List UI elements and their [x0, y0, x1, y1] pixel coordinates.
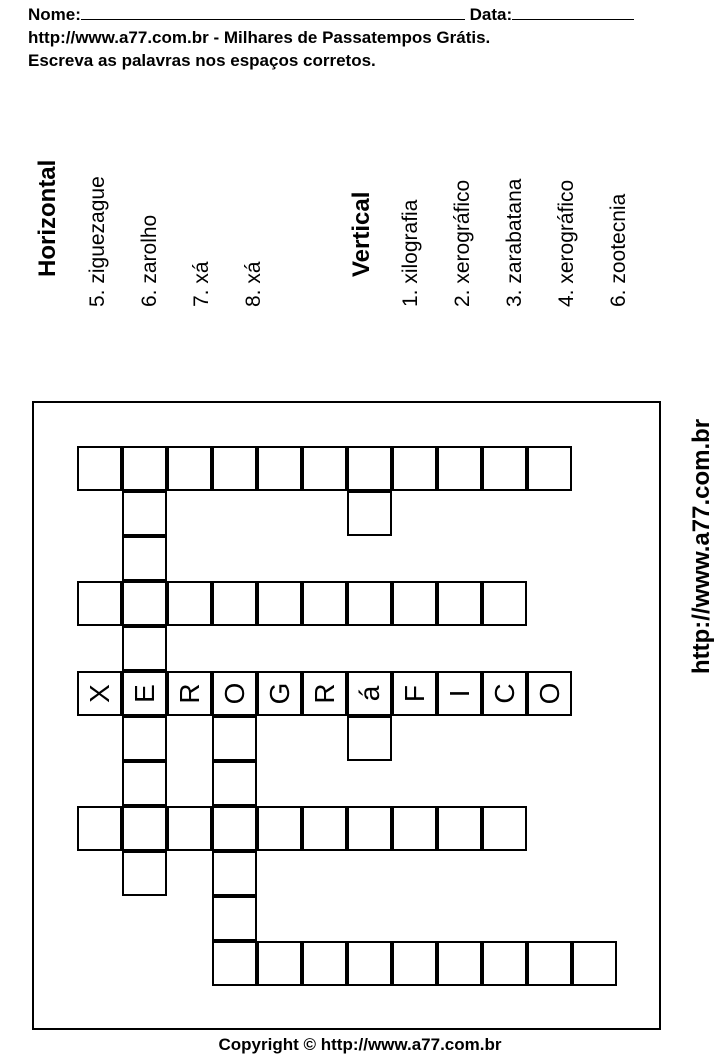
- grid-cell[interactable]: [482, 806, 527, 851]
- grid-cell[interactable]: [257, 581, 302, 626]
- grid-cell[interactable]: [212, 896, 257, 941]
- grid-cell[interactable]: [392, 941, 437, 986]
- vertical-clue-4: 4. xerográfico: [555, 179, 578, 307]
- cell-letter: C: [488, 683, 520, 704]
- grid-cell[interactable]: [122, 671, 167, 716]
- copyright: Copyright © http://www.a77.com.br: [218, 1035, 502, 1054]
- grid-cell[interactable]: [122, 536, 167, 581]
- grid-cell[interactable]: [167, 671, 212, 716]
- vertical-clue-1: 1. xilografia: [399, 199, 422, 307]
- grid-cell[interactable]: [122, 491, 167, 536]
- grid-cell[interactable]: [212, 446, 257, 491]
- cell-letter: á: [353, 685, 385, 702]
- grid-cell[interactable]: [392, 671, 437, 716]
- horizontal-clue-7: 7. xá: [190, 261, 213, 307]
- grid-cell[interactable]: [212, 761, 257, 806]
- grid-cell[interactable]: [257, 806, 302, 851]
- grid-cell[interactable]: [527, 446, 572, 491]
- horizontal-clue-5: 5. ziguezague: [86, 176, 109, 307]
- grid-cell[interactable]: [77, 806, 122, 851]
- vertical-clue-3: 3. zarabatana: [503, 178, 526, 307]
- cell-letter: E: [128, 684, 160, 703]
- cell-letter: O: [218, 682, 250, 705]
- grid-cell[interactable]: [482, 446, 527, 491]
- grid-cell[interactable]: [77, 671, 122, 716]
- grid-cell[interactable]: [212, 806, 257, 851]
- vertical-clue-6: 6. zootecnia: [607, 193, 630, 307]
- grid-cell[interactable]: [437, 941, 482, 986]
- cell-letter: F: [398, 684, 430, 703]
- cell-letter: I: [443, 689, 475, 698]
- grid-cell[interactable]: [392, 581, 437, 626]
- grid-cell[interactable]: [212, 941, 257, 986]
- cell-letter: G: [263, 682, 295, 705]
- name-label: Nome:: [28, 5, 81, 24]
- grid-cell[interactable]: [167, 446, 212, 491]
- grid-cell[interactable]: [77, 446, 122, 491]
- grid-cell[interactable]: [437, 806, 482, 851]
- grid-cell[interactable]: [302, 446, 347, 491]
- grid-cell[interactable]: [437, 581, 482, 626]
- grid-cell[interactable]: [122, 806, 167, 851]
- grid-cell[interactable]: [257, 446, 302, 491]
- grid-cell[interactable]: [347, 671, 392, 716]
- grid-cell[interactable]: [122, 761, 167, 806]
- grid-cell[interactable]: [347, 581, 392, 626]
- grid-cell[interactable]: [347, 716, 392, 761]
- cell-letter: O: [533, 682, 565, 705]
- cell-letter: X: [83, 684, 115, 703]
- grid-cell[interactable]: [167, 581, 212, 626]
- horizontal-clue-8: 8. xá: [242, 261, 265, 307]
- grid-cell[interactable]: [572, 941, 617, 986]
- grid-cell[interactable]: [392, 446, 437, 491]
- grid-cell[interactable]: [527, 941, 572, 986]
- grid-cell[interactable]: [347, 491, 392, 536]
- name-date-line: [28, 4, 634, 25]
- grid-cell[interactable]: [437, 446, 482, 491]
- grid-cell[interactable]: [437, 671, 482, 716]
- grid-cell[interactable]: [347, 446, 392, 491]
- date-label: Data:: [469, 5, 513, 24]
- grid-cell[interactable]: [257, 941, 302, 986]
- site-line: http://www.a77.com.br - Milhares de Passatempos Grátis.: [28, 28, 491, 47]
- grid-cell[interactable]: [122, 851, 167, 896]
- horizontal-clue-6: 6. zarolho: [138, 214, 161, 307]
- vertical-clue-2: 2. xerográfico: [451, 179, 474, 307]
- grid-cell[interactable]: [482, 941, 527, 986]
- vertical-title: Vertical: [348, 191, 375, 277]
- grid-cell[interactable]: [392, 806, 437, 851]
- grid-cell[interactable]: [302, 806, 347, 851]
- grid-cell[interactable]: [212, 581, 257, 626]
- grid-cell[interactable]: [212, 851, 257, 896]
- grid-cell[interactable]: [212, 716, 257, 761]
- cell-letter: R: [308, 683, 340, 704]
- name-field[interactable]: [81, 4, 465, 20]
- grid-cell[interactable]: [122, 626, 167, 671]
- grid-cell[interactable]: [302, 671, 347, 716]
- grid-cell[interactable]: [527, 671, 572, 716]
- grid-cell[interactable]: [122, 716, 167, 761]
- grid-cell[interactable]: [122, 446, 167, 491]
- cell-letter: R: [173, 683, 205, 704]
- instructions: Escreva as palavras nos espaços corretos.: [28, 51, 376, 70]
- grid-cell[interactable]: [482, 671, 527, 716]
- side-url: http://www.a77.com.br: [688, 418, 715, 674]
- horizontal-title: Horizontal: [34, 159, 61, 277]
- date-field[interactable]: [512, 4, 634, 20]
- grid-cell[interactable]: [77, 581, 122, 626]
- grid-cell[interactable]: [302, 581, 347, 626]
- grid-cell[interactable]: [167, 806, 212, 851]
- grid-cell[interactable]: [302, 941, 347, 986]
- grid-cell[interactable]: [257, 671, 302, 716]
- grid-cell[interactable]: [122, 581, 167, 626]
- grid-cell[interactable]: [482, 581, 527, 626]
- grid-cell[interactable]: [347, 806, 392, 851]
- grid-cell[interactable]: [212, 671, 257, 716]
- grid-cell[interactable]: [347, 941, 392, 986]
